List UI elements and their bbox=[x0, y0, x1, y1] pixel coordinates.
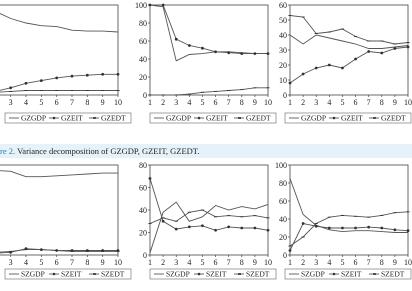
legend-label-gzedt: GZEDT bbox=[246, 113, 271, 123]
data-point bbox=[315, 225, 318, 228]
data-point bbox=[71, 75, 74, 78]
data-point bbox=[407, 229, 410, 232]
legend-marker bbox=[198, 273, 201, 276]
data-point bbox=[289, 249, 292, 252]
x-tick-label: 3 bbox=[174, 258, 179, 267]
data-point bbox=[188, 225, 191, 228]
legend-label-gzgdp: GZGDP bbox=[166, 113, 192, 123]
data-point bbox=[302, 73, 305, 76]
data-point bbox=[25, 82, 28, 85]
data-point bbox=[86, 74, 89, 77]
x-tick-label: 8 bbox=[239, 258, 244, 267]
data-point bbox=[315, 67, 318, 70]
series-line-szgdp bbox=[150, 202, 268, 253]
x-tick-label: 7 bbox=[226, 98, 231, 107]
legend-label-szeit: SZEIT bbox=[341, 269, 362, 279]
series-line-szeit bbox=[290, 224, 408, 251]
x-tick-label: 8 bbox=[85, 98, 90, 107]
x-tick-label: 9 bbox=[252, 98, 257, 107]
data-point bbox=[253, 52, 256, 55]
x-tick-label: 6 bbox=[213, 98, 218, 107]
legend-marker bbox=[53, 273, 56, 276]
x-tick-label: 5 bbox=[340, 258, 345, 267]
x-tick-label: 2 bbox=[161, 98, 166, 107]
y-tick-label: 0 bbox=[283, 90, 287, 100]
data-point bbox=[201, 224, 204, 227]
x-tick-label: 4 bbox=[327, 98, 332, 107]
y-tick-label: 40 bbox=[139, 205, 147, 215]
x-tick-label: 10 bbox=[264, 98, 272, 107]
x-tick-label: 2 bbox=[301, 258, 306, 267]
y-tick-label: 60 bbox=[139, 183, 147, 193]
data-point bbox=[240, 52, 243, 55]
series-line-szedt bbox=[150, 210, 268, 224]
data-point bbox=[175, 228, 178, 231]
x-tick-label: 1 bbox=[148, 98, 152, 107]
data-point bbox=[380, 227, 383, 230]
series-line-szeit bbox=[0, 249, 118, 255]
legend-label-szgdp: SZGDP bbox=[21, 269, 45, 279]
data-point bbox=[9, 86, 12, 89]
data-point bbox=[227, 51, 230, 54]
data-point bbox=[367, 50, 370, 53]
x-tick-label: 2 bbox=[301, 98, 306, 107]
series-line-gzeit bbox=[150, 5, 268, 54]
x-tick-label: 6 bbox=[353, 98, 358, 107]
x-tick-label: 4 bbox=[24, 98, 28, 107]
data-point bbox=[214, 229, 217, 232]
series-line-gzgdp bbox=[0, 5, 118, 32]
y-tick-label: 100 bbox=[135, 0, 147, 10]
series-line-gzedt bbox=[290, 16, 408, 45]
x-tick-label: 7 bbox=[70, 258, 74, 267]
plot-frame bbox=[0, 165, 118, 255]
y-tick-label: 80 bbox=[139, 160, 147, 170]
y-tick-label: 80 bbox=[279, 178, 287, 188]
legend-label-gzgdp: GZGDP bbox=[21, 113, 47, 123]
x-tick-label: 10 bbox=[404, 258, 412, 267]
x-tick-label: 6 bbox=[353, 258, 358, 267]
plot-frame bbox=[150, 165, 268, 255]
x-tick-label: 1 bbox=[288, 258, 292, 267]
data-point bbox=[289, 82, 292, 85]
data-point bbox=[162, 220, 165, 223]
x-tick-label: 4 bbox=[187, 98, 192, 107]
y-tick-label: 30 bbox=[279, 45, 287, 55]
x-tick-label: 10 bbox=[114, 258, 122, 267]
y-tick-label: 100 bbox=[275, 160, 287, 170]
x-tick-label: 10 bbox=[114, 98, 122, 107]
x-tick-label: 4 bbox=[24, 258, 28, 267]
y-tick-label: 40 bbox=[279, 214, 287, 224]
x-tick-label: 3 bbox=[174, 98, 179, 107]
y-tick-label: 40 bbox=[279, 30, 287, 40]
chart-panel-4 bbox=[0, 165, 131, 279]
data-point bbox=[341, 67, 344, 70]
series-line-szeit bbox=[150, 179, 268, 231]
data-point bbox=[40, 79, 43, 82]
chart-panel-2 bbox=[135, 1, 276, 123]
x-tick-label: 7 bbox=[70, 98, 74, 107]
data-point bbox=[117, 73, 120, 76]
chart-panel-5 bbox=[139, 161, 276, 279]
y-tick-label: 60 bbox=[139, 36, 147, 46]
series-line-gzeit bbox=[290, 47, 408, 83]
chart-panel-3 bbox=[279, 1, 412, 123]
caption-text: Variance decomposition of GZGDP, GZEIT, GZEDT. bbox=[17, 146, 200, 156]
x-tick-label: 5 bbox=[340, 98, 345, 107]
x-tick-label: 3 bbox=[314, 98, 319, 107]
data-point bbox=[393, 47, 396, 50]
data-point bbox=[253, 227, 256, 230]
data-point bbox=[393, 228, 396, 231]
x-tick-label: 5 bbox=[200, 258, 205, 267]
legend-label-szedt: SZEDT bbox=[101, 269, 125, 279]
y-tick-label: 20 bbox=[139, 228, 147, 238]
x-tick-label: 2 bbox=[161, 258, 166, 267]
x-tick-label: 7 bbox=[226, 258, 231, 267]
x-tick-label: 9 bbox=[100, 258, 105, 267]
x-tick-label: 6 bbox=[54, 98, 59, 107]
x-tick-label: 3 bbox=[314, 258, 319, 267]
x-tick-label: 3 bbox=[8, 98, 13, 107]
data-point bbox=[162, 4, 165, 7]
data-point bbox=[328, 227, 331, 230]
x-tick-label: 9 bbox=[100, 98, 105, 107]
x-tick-label: 4 bbox=[327, 258, 332, 267]
data-point bbox=[55, 77, 58, 80]
series-line-gzeit bbox=[0, 74, 118, 95]
data-point bbox=[149, 177, 152, 180]
x-tick-label: 10 bbox=[264, 258, 272, 267]
y-tick-label: 0 bbox=[143, 250, 147, 260]
data-point bbox=[240, 227, 243, 230]
data-point bbox=[149, 4, 152, 7]
x-tick-label: 7 bbox=[366, 98, 371, 107]
legend-label-gzeit: GZEIT bbox=[61, 113, 83, 123]
data-point bbox=[267, 52, 270, 55]
y-tick-label: 60 bbox=[279, 0, 287, 10]
legend-marker bbox=[53, 117, 56, 120]
data-point bbox=[302, 222, 305, 225]
y-tick-label: 60 bbox=[279, 196, 287, 206]
figure-label: re 2. bbox=[0, 146, 16, 156]
y-tick-label: 80 bbox=[139, 18, 147, 28]
legend-label-gzeit: GZEIT bbox=[341, 113, 363, 123]
x-tick-label: 8 bbox=[85, 258, 90, 267]
y-tick-label: 0 bbox=[143, 90, 147, 100]
y-tick-label: 10 bbox=[279, 75, 287, 85]
x-tick-label: 1 bbox=[148, 258, 152, 267]
legend-label-szgdp: SZGDP bbox=[166, 269, 190, 279]
x-tick-label: 8 bbox=[239, 98, 244, 107]
x-tick-label: 7 bbox=[366, 258, 371, 267]
y-tick-label: 20 bbox=[279, 60, 287, 70]
series-line-gzedt bbox=[150, 88, 268, 95]
data-point bbox=[227, 225, 230, 228]
series-line-gzgdp bbox=[290, 35, 408, 49]
chart-panel-6 bbox=[275, 161, 412, 279]
x-tick-label: 6 bbox=[213, 258, 218, 267]
y-tick-label: 20 bbox=[139, 72, 147, 82]
data-point bbox=[188, 44, 191, 47]
legend-label-gzedt: GZEDT bbox=[381, 113, 406, 123]
data-point bbox=[201, 47, 204, 50]
y-tick-label: 20 bbox=[279, 232, 287, 242]
plot-frame bbox=[0, 5, 118, 95]
x-tick-label: 10 bbox=[404, 98, 412, 107]
x-tick-label: 5 bbox=[39, 98, 44, 107]
x-tick-label: 9 bbox=[392, 258, 397, 267]
legend-marker bbox=[333, 117, 336, 120]
legend-label-szgdp: SZGDP bbox=[301, 269, 325, 279]
x-tick-label: 8 bbox=[379, 98, 384, 107]
x-tick-label: 5 bbox=[200, 98, 205, 107]
series-line-gzedt bbox=[0, 91, 118, 96]
legend-marker bbox=[333, 273, 336, 276]
data-point bbox=[341, 227, 344, 230]
x-tick-label: 9 bbox=[392, 98, 397, 107]
x-tick-label: 6 bbox=[54, 258, 59, 267]
legend-label-gzeit: GZEIT bbox=[206, 113, 228, 123]
y-tick-label: 50 bbox=[279, 15, 287, 25]
y-tick-label: 40 bbox=[139, 54, 147, 64]
data-point bbox=[407, 46, 410, 49]
x-tick-label: 4 bbox=[187, 258, 192, 267]
x-tick-label: 9 bbox=[252, 258, 257, 267]
data-point bbox=[267, 229, 270, 232]
legend-marker bbox=[198, 117, 201, 120]
x-tick-label: 5 bbox=[39, 258, 44, 267]
series-line-gzgdp bbox=[150, 5, 268, 61]
legend-label-szeit: SZEIT bbox=[61, 269, 82, 279]
legend-label-szeit: SZEIT bbox=[206, 269, 227, 279]
legend-label-szedt: SZEDT bbox=[246, 269, 270, 279]
x-tick-label: 1 bbox=[288, 98, 292, 107]
data-point bbox=[175, 38, 178, 41]
data-point bbox=[101, 73, 104, 76]
data-point bbox=[328, 64, 331, 67]
data-point bbox=[367, 226, 370, 229]
data-point bbox=[354, 227, 357, 230]
legend-label-szedt: SZEDT bbox=[381, 269, 405, 279]
data-point bbox=[214, 50, 217, 53]
series-line-szgdp bbox=[0, 165, 118, 177]
x-tick-label: 8 bbox=[379, 258, 384, 267]
chart-panel-1 bbox=[0, 5, 131, 123]
legend-label-gzedt: GZEDT bbox=[101, 113, 126, 123]
data-point bbox=[380, 52, 383, 55]
legend-label-gzgdp: GZGDP bbox=[301, 113, 327, 123]
x-tick-label: 3 bbox=[8, 258, 13, 267]
y-tick-label: 0 bbox=[283, 250, 287, 260]
data-point bbox=[354, 58, 357, 61]
plot-frame bbox=[290, 165, 408, 255]
